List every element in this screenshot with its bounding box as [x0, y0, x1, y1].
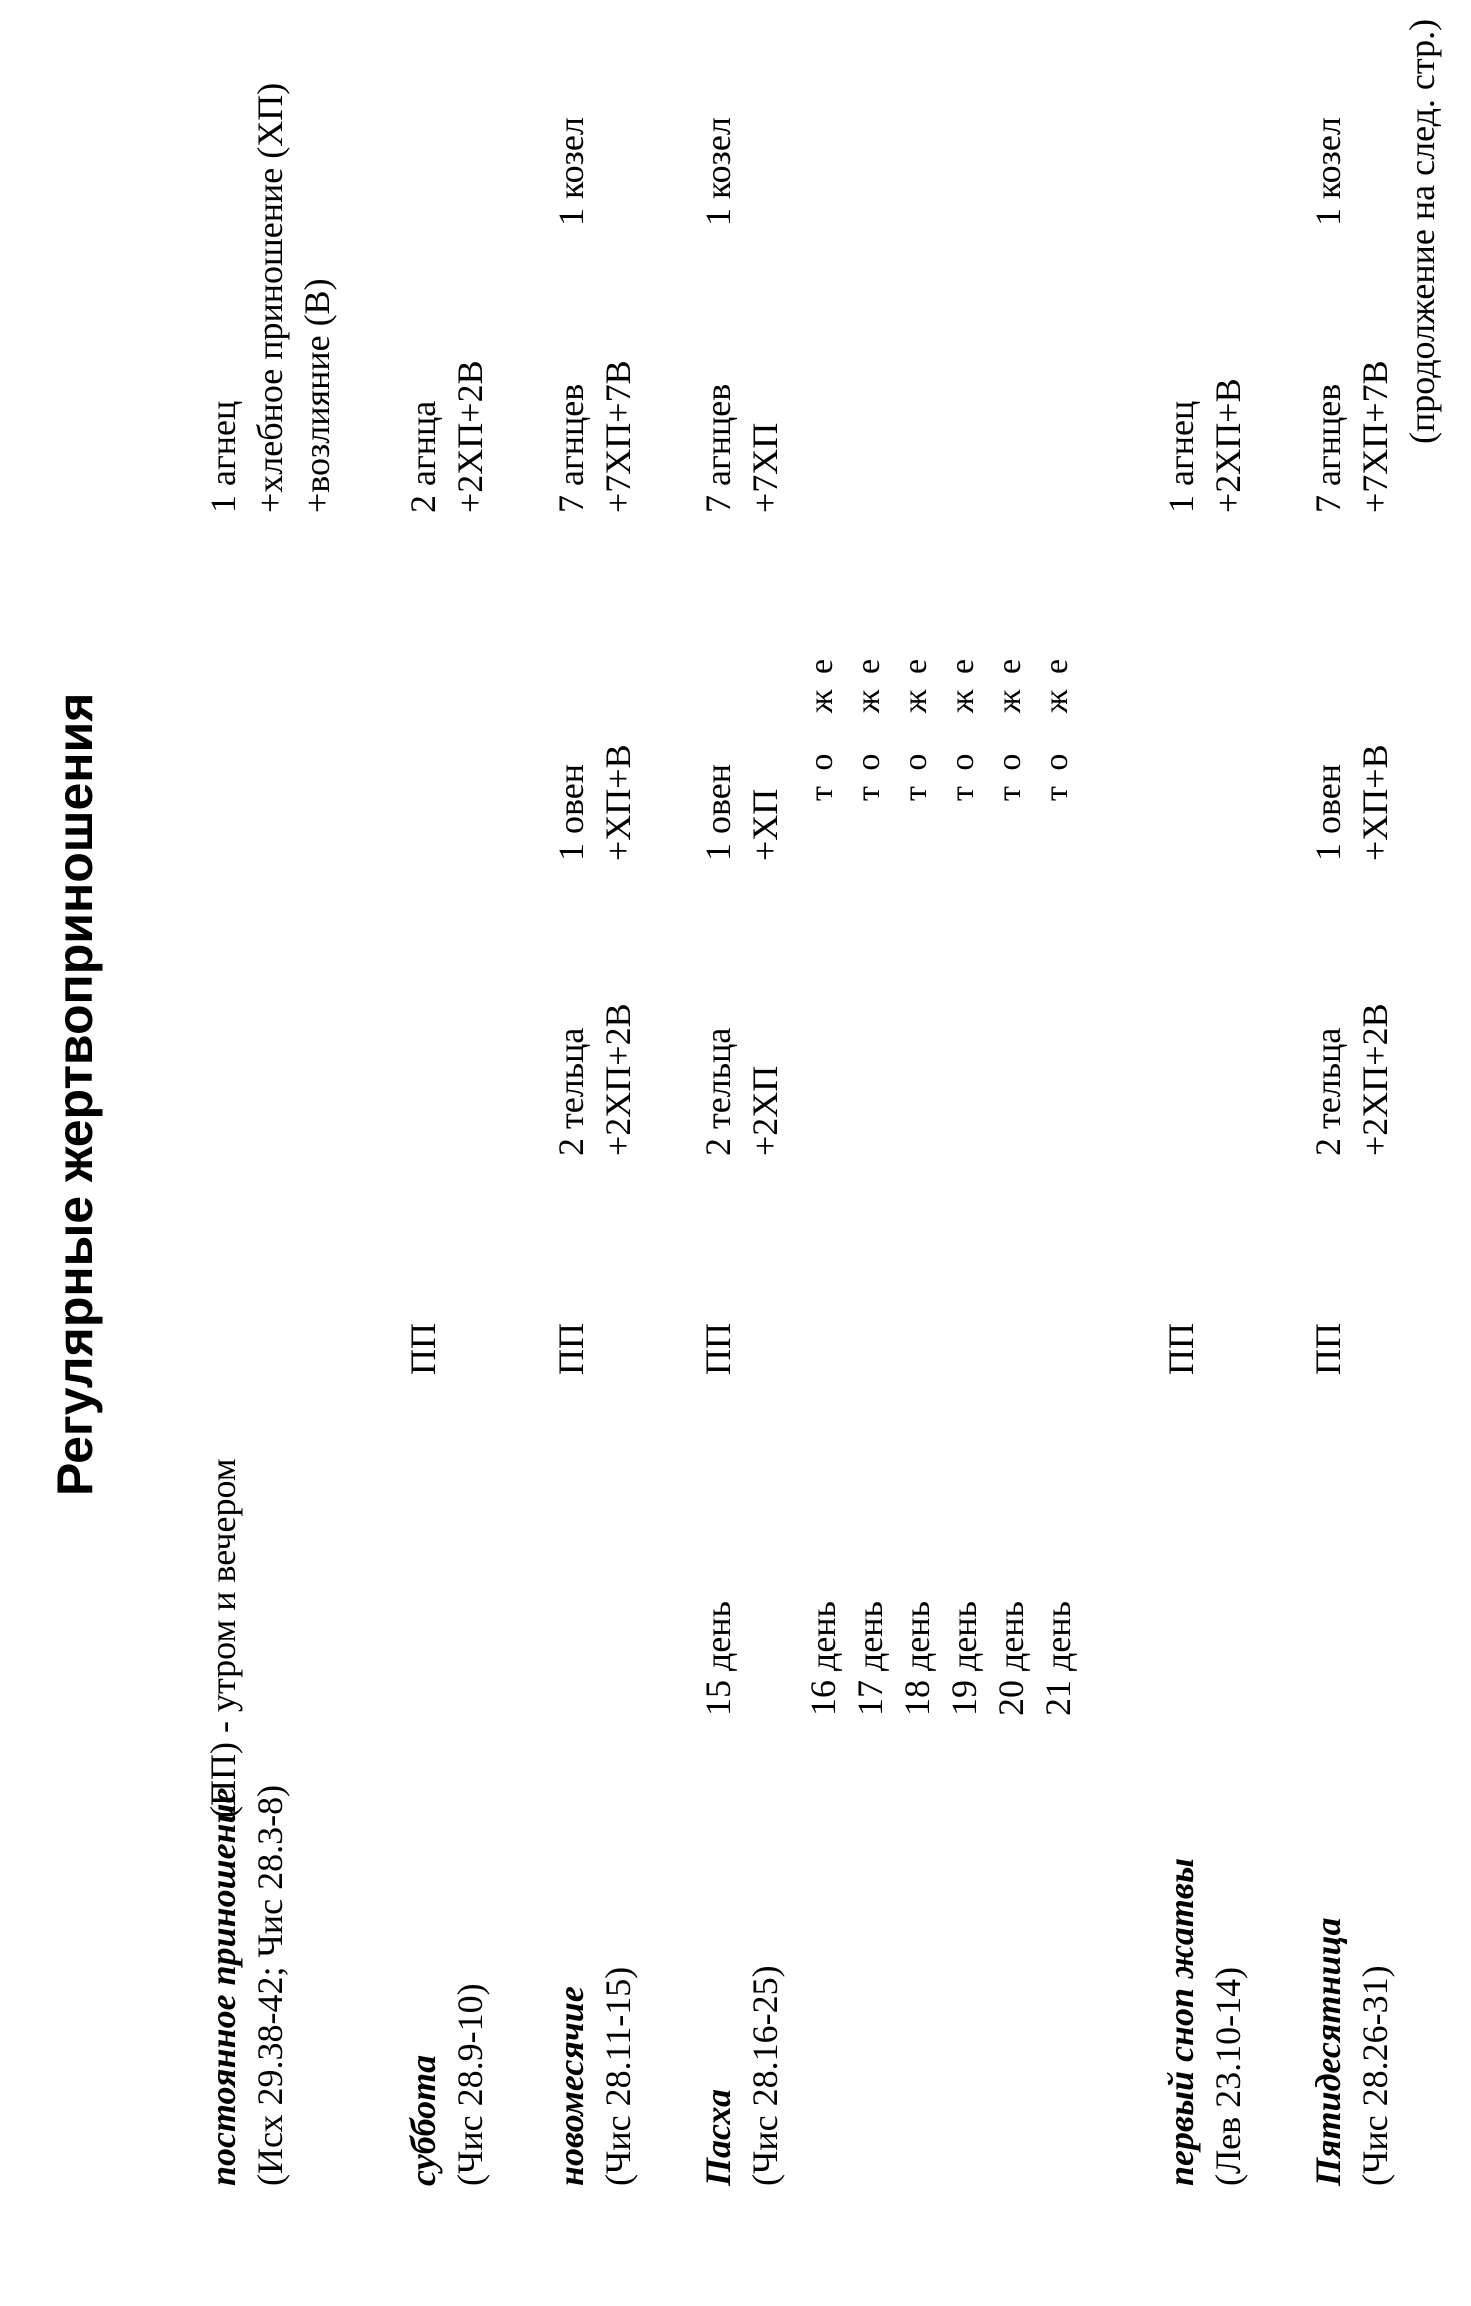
continuation-note: (продолжение на след. стр.): [1402, 18, 1442, 444]
newmoon-name: новомесячие: [551, 1986, 591, 2186]
passover-day-label: 19 день: [944, 1601, 984, 1716]
firstsheaf-ref: (Лев 23.10-14): [1208, 1966, 1248, 2186]
pentecost-bulls-extra: +2ХП+2В: [1355, 1003, 1395, 1156]
constant-offering-name: постоянное приношение: [203, 1787, 243, 2186]
passover-same: то же: [897, 642, 934, 801]
pentecost-pp: ПП: [1308, 1323, 1348, 1375]
newmoon-ref: (Чис 28.11-15): [598, 1966, 638, 2186]
passover-same: то же: [1038, 642, 1075, 801]
constant-libation: +возлияние (В): [297, 278, 337, 513]
sabbath-lambs-extra: +2ХП+2В: [450, 360, 490, 513]
newmoon-lambs: 7 агнцев: [551, 383, 591, 513]
pentecost-ref: (Чис 28.26-31): [1355, 1965, 1395, 2186]
firstsheaf-name: первый сноп жатвы: [1161, 1858, 1201, 2186]
passover-same: то же: [803, 642, 840, 801]
passover-day-label: 20 день: [991, 1601, 1031, 1716]
pentecost-bulls: 2 тельца: [1308, 1027, 1348, 1156]
newmoon-bulls-extra: +2ХП+2В: [598, 1003, 638, 1156]
passover-pp: ПП: [698, 1323, 738, 1375]
passover-bulls: 2 тельца: [698, 1027, 738, 1156]
newmoon-lambs-extra: +7ХП+7В: [598, 360, 638, 513]
passover-day15: 15 день: [698, 1601, 738, 1716]
page-title: Регулярные жертвоприношения: [47, 692, 103, 1496]
sabbath-ref: (Чис 28.9-10): [450, 1983, 490, 2186]
pentecost-ram: 1 овен: [1308, 763, 1348, 861]
passover-day-label: 21 день: [1038, 1601, 1078, 1716]
pentecost-lambs: 7 агнцев: [1308, 383, 1348, 513]
newmoon-ram-extra: +ХП+В: [598, 744, 638, 861]
passover-day-label: 17 день: [850, 1601, 890, 1716]
constant-grain-offering: +хлебное приношение (ХП): [250, 82, 290, 513]
constant-lamb: 1 агнец: [203, 400, 243, 513]
firstsheaf-lamb-extra: +2ХП+В: [1208, 378, 1248, 513]
passover-same: то же: [850, 642, 887, 801]
passover-lambs: 7 агнцев: [698, 383, 738, 513]
firstsheaf-lamb: 1 агнец: [1161, 400, 1201, 513]
passover-bulls-extra: +2ХП: [745, 1065, 785, 1156]
sabbath-pp: ПП: [403, 1323, 443, 1375]
pentecost-name: Пятидесятница: [1308, 1917, 1348, 2186]
constant-offering-abbr: (ПП) - утром и вечером: [203, 1458, 243, 1818]
newmoon-bulls: 2 тельца: [551, 1027, 591, 1156]
passover-lambs-extra: +7ХП: [745, 422, 785, 513]
passover-ram: 1 овен: [698, 763, 738, 861]
firstsheaf-pp: ПП: [1161, 1323, 1201, 1375]
passover-name: Пасха: [698, 2088, 738, 2186]
pentecost-ram-extra: +ХП+В: [1355, 744, 1395, 861]
passover-day-label: 16 день: [803, 1601, 843, 1716]
passover-same: то же: [944, 642, 981, 801]
passover-same: то же: [991, 642, 1028, 801]
newmoon-pp: ПП: [551, 1323, 591, 1375]
pentecost-lambs-extra: +7ХП+7В: [1355, 360, 1395, 513]
passover-goat: 1 козел: [698, 117, 738, 226]
passover-ram-extra: +ХП: [745, 788, 785, 861]
passover-ref: (Чис 28.16-25): [745, 1965, 785, 2186]
sabbath-lambs: 2 агнца: [403, 400, 443, 513]
pentecost-goat: 1 козел: [1308, 117, 1348, 226]
passover-day-label: 18 день: [897, 1601, 937, 1716]
constant-offering-ref: (Исх 29.38-42; Чис 28.3-8): [250, 1784, 290, 2186]
newmoon-goat: 1 козел: [551, 117, 591, 226]
newmoon-ram: 1 овен: [551, 763, 591, 861]
sabbath-name: суббота: [403, 2054, 443, 2186]
